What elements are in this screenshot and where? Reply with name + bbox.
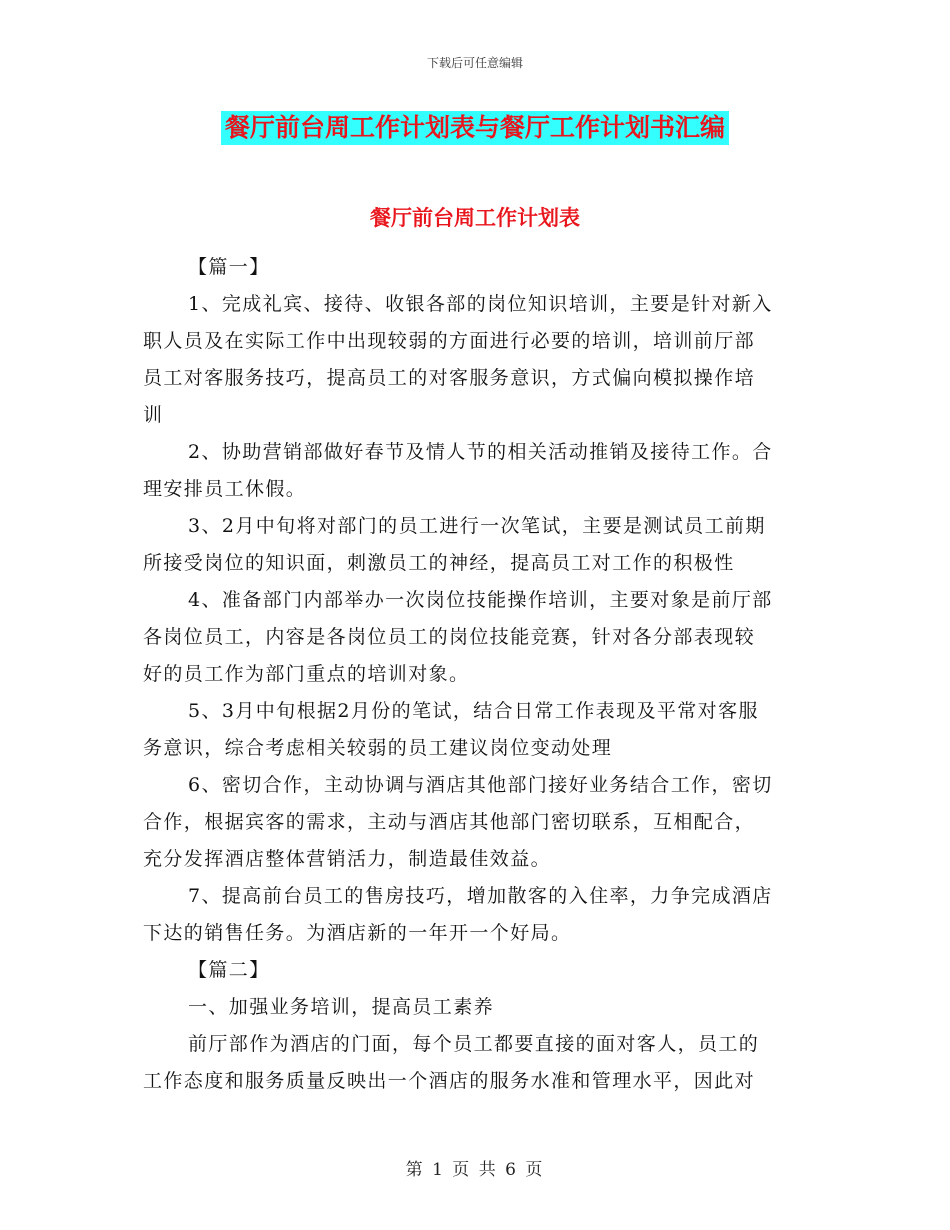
paragraph-line: 合作，根据宾客的需求，主动与酒店其他部门密切联系，互相配合， [143,811,756,833]
page-footer: 第 1 页 共 6 页 [405,1160,545,1180]
paragraph-line: 3、2月中旬将对部门的员工进行一次笔试，主要是测试员工前期 [188,515,766,537]
subsection-heading: 一、加强业务培训，提高员工素养 [188,996,495,1018]
paragraph-line: 各岗位员工，内容是各岗位员工的岗位技能竞赛，针对各分部表现较 [143,626,756,648]
paragraph-line: 训 [143,404,164,426]
section-heading-2: 【篇二】 [188,959,270,981]
paragraph-line: 工作态度和服务质量反映出一个酒店的服务水准和管理水平，因此对 [143,1070,756,1092]
document-title-text: 餐厅前台周工作计划表与餐厅工作计划书汇编 [221,111,729,145]
paragraph-line: 4、准备部门内部举办一次岗位技能操作培训，主要对象是前厅部 [188,589,773,611]
paragraph-line: 职人员及在实际工作中出现较弱的方面进行必要的培训，培训前厅部 [143,330,756,352]
paragraph-line: 理安排员工休假。 [143,478,307,500]
paragraph-line: 务意识，综合考虑相关较弱的员工建议岗位变动处理 [143,737,613,759]
paragraph-line: 前厅部作为酒店的门面，每个员工都要直接的面对客人，员工的 [188,1033,760,1055]
paragraph-line: 所接受岗位的知识面，刺激员工的神经，提高员工对工作的积极性 [143,552,735,574]
paragraph-line: 好的员工作为部门重点的培训对象。 [143,663,470,685]
paragraph-line: 充分发挥酒店整体营销活力，制造最佳效益。 [143,848,552,870]
document-title [0,111,950,145]
header-note: 下载后可任意编辑 [426,56,523,70]
paragraph-line: 下达的销售任务。为酒店新的一年开一个好局。 [143,922,572,944]
section-title: 餐厅前台周工作计划表 [370,205,580,230]
paragraph-line: 7、提高前台员工的售房技巧，增加散客的入住率，力争完成酒店 [188,885,773,907]
paragraph-line: 员工对客服务技巧，提高员工的对客服务意识，方式偏向模拟操作培 [143,367,756,389]
paragraph-line: 2、协助营销部做好春节及情人节的相关活动推销及接待工作。合 [188,441,773,463]
paragraph-line: 1、完成礼宾、接待、收银各部的岗位知识培训，主要是针对新入 [188,293,773,315]
paragraph-line: 5、3月中旬根据2月份的笔试，结合日常工作表现及平常对客服 [188,700,759,722]
document-body [143,249,810,1100]
section-heading-1: 【篇一】 [188,256,270,278]
paragraph-line: 6、密切合作，主动协调与酒店其他部门接好业务结合工作，密切 [188,774,773,796]
